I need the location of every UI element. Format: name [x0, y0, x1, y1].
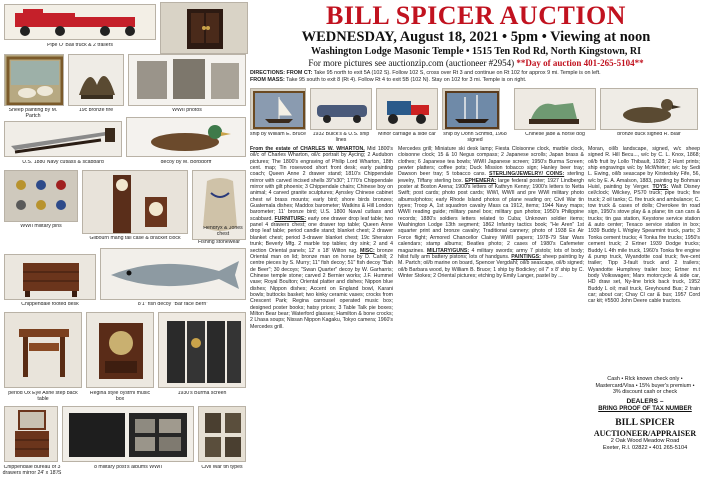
paintings-continued: Moran, oil/b landscape, signed, w/c sheep signed R. Hill Becu..., w/c by C. L. Knox, 1868; oil/b fruit by Lollo Thibault, 1928; 2 Hunt prints; ship engravings w/c by McWhirter; w/c by Sedi L. Ewing, oil/b seascape by Kirstedsky Fife, 56, w/c by E. A. Amalson, 1883, painting by Bohman Huixl, painting by Verger.: [588, 146, 700, 191]
photo-tin-types[interactable]: [198, 406, 246, 462]
sterling-text: sterling jewelry, Tiffany sterling box.: [398, 171, 584, 184]
photo-caption: Pipe O' Ball truck & 2 trailers: [47, 43, 113, 48]
photo-military-pins[interactable]: [4, 170, 78, 222]
directions-mass-label: FROM MASS:: [250, 77, 285, 83]
photo-caption: Sheep painting by M. Partch: [8, 108, 58, 119]
auctioneer-title: AUCTIONEER/APPRAISER: [593, 428, 697, 438]
dealers-line: DEALERS –: [626, 397, 664, 405]
photo-caption: WWII military pins: [20, 224, 62, 229]
photo-footed-desk[interactable]: [4, 254, 96, 300]
photo-caption: ship by William E. Bruce: [250, 132, 306, 137]
military-label: MILITARY/GUNS:: [426, 247, 470, 254]
estate-text: Mid 1800's oil/c of Charles Wharton, oil/c portrait by Aycing; 2 Audubon pictures; The 1800's engraving of Philip Lord Wharton, 18th cent. map; Tin rosewood short front desk; early painting coach; Queen Anne 2 drawer stand; 1810's Chippendale mirror with carved incised shells 39"x30"; 1770's Chippendale mirror with gilt phoenix; 3 Chippendale chairs; Chinese boy on animal; 4 carved granite sculptures; Aynsley Chinese cabinet chest w/ brass mounts; early bird; shore birds bronzes; Guatemala dishes; Maddox barometer; Watkins & Hill London barometer; 11' bronze bird; U.S. 1800 Naval cutlass and scabbard.: [250, 146, 393, 222]
more-pictures-line: [250, 58, 702, 68]
photo-tall-case-clock[interactable]: [82, 170, 188, 234]
photo-jade-horse[interactable]: [514, 88, 596, 130]
photo-ship-schmid[interactable]: [442, 88, 500, 130]
photo-caption: 8'1" fish decoy "Bar face Berri": [137, 302, 209, 307]
furniture-text: early one drawer drop leaf table; two panel 4 drawers chest; one drawer top table; Queen Anne drop leaf table; period candle stand; blanket chest; 2 drawer blanket chest; period 3-drawer blanket chest; 19c Sheraton trunk; Beverly Mfg. 2 marble top tables; dry sink; 2 and 4 section Oriental panels; 12' x 18' Wilton rug.: [250, 215, 393, 254]
photo-decoy[interactable]: [126, 117, 246, 157]
estate-heading: From the estate of CHARLES W. WHARTON,: [250, 146, 365, 152]
photo-caption: Chippendale bureau of 3 drawers mirror 24' x 18'/S: [2, 465, 62, 476]
directions-ct: [250, 70, 700, 76]
misc-label: MISC:: [360, 247, 375, 254]
military-text: 4 military swords; army 7 pistols; lots of body; hilist fully arm battery pistons; lots of handguns.: [398, 247, 584, 260]
photo-ship-bruce[interactable]: [250, 88, 306, 130]
ephemera-text: large federal poster; 1927 Lindbergh poster at Boston Arena; 1900's letters of Kathryn Kenny; 1900's letters to Netta Swift; post cards; photo post cards; WWI, WWII and pre WWI military photo albums/photos; early Rhode Island photos of plane reading on; Civil War tin types; Troop A, 1st squadron cavalry Mass ca 1912, items; 1944 Navy maps; WWII reading guide; military panel box; military gun photos; 1950's Philippine records; 1880's soldiers letters related to Cuba; Unknown soldier items; Washington Lodge 13th segment; 1862 Infantry tactics book; "He Aren" 1st squarter print and bronze cavalry; Traditional cannery; photo of 1938 Ex Air Force flight; Armored Chancellor Clairey WWII papers; 1978-79 Star Wars calendars; stamp albums; Beatles photo; 2 cases of 1980's Cafemeter magazines.: [398, 177, 584, 254]
auction-venue: Washington Lodge Masonic Temple • 1515 Ten Rod Rd, North Kingstown, RI: [311, 46, 641, 57]
photo-caption: Gilbourn mahg tall case & bracket clock: [89, 236, 181, 241]
photo-caption: 1932 Buick's & U.S. ship lines: [312, 132, 370, 143]
photo-caption: Fishing stonewear: [197, 240, 241, 245]
terms-line-3: 3% discount cash or check: [612, 389, 678, 395]
terms-line-2: Mastercard/Visa • 15% buyer's premium •: [595, 382, 695, 389]
terms-and-contact: [588, 376, 702, 452]
paintings-text: sheep painting by M. Partch; oil/b marine on board, Spencer Vergdahl; oil/b seascape, oil/b signed; oil/b Barbara wood, by William B. Bruce; 1 ship by Bodicley; oil 7' x 8' ship by C. Winter Stokes; 2 Oriental pictures; etching by Emily Langer, pastel by ...: [398, 253, 584, 279]
directions-mass: [250, 77, 700, 83]
paintings-label: PAINTINGS:: [511, 253, 541, 260]
sterling-label: STERLING/JEWELRY/ COINS:: [489, 171, 565, 178]
mid-text: Mercedes grill; Miniature ski desk lamp; Fiesta Cloisonne clock, marble clock, cloisonne clock; 15 & 10 Negus compass; 2 Japanese scrolls; Japan brass & clothes; 6 Japanese tea bowls; WWII Japanese screen; 1950's Burma Screen; pewter platters; coffee pots; Duck Mission tobacco sign; Hanley beer tray; Dawson beer tray; 5 tobacco cans.: [398, 146, 584, 178]
directions-mass-text: Take 95 south to exit 8 (Rt 4). Follow Rt 4 to exit 5B (102 N). Stay on 102 for 3 mi. Temple is on right.: [286, 77, 527, 83]
photo-bronze-duck[interactable]: [600, 88, 698, 130]
auctioneer-name: BILL SPICER: [615, 417, 675, 428]
toys-text: Walt Disney cel/clock; Wilckey, PS70 truck; pipe truck; fire truck; 2 oil tanks; C. fire truck and ambulance; C. tow truck & cases of dolls; Cherokee tin road sign, 1950's stove play & a plane; tin can cars & trucks; tin gas station, Keystone service station & auto center; Texaco service station in box; 1939 Buddy L Wrigley Spearmint truck, parts; 3 Tonka cement trucks; 4 Tonka fire trucks; 1950's cement truck; 2 Ertner 1939 Dodge trucks; Buddy L 4th mile truck, 1960's Tonka fire engine & pump truck, Wyandotte coal truck; five-cent trailer; Tipp 3-fault truck and 2 trailers; Wyandotte Humphrey trailer box; Ertner m.t body Volkswagen; Marx motorcycle & side car, HD draw set, Ny-line brick back truck, 1952 Buddy L oil; mail truck, Greyhound Bus; 2 train car; about car; Chay Cl car & bus; 1957 Cord car kit; #5500 John Deere cable tractors.: [588, 184, 700, 305]
photo-toy-truck[interactable]: [4, 4, 156, 40]
photo-buicks[interactable]: [310, 88, 372, 130]
photo-caption: decoy by M. Borbdorff: [160, 160, 212, 165]
directions-ct-text: Take 95 north to exit 5A (102 S). Follow 102 S, cross over Rt 3 and continue on Rt 102 for approx 9 mi. Temple is on left.: [313, 70, 601, 76]
photo-caption: 1930's Burma screen: [177, 391, 227, 396]
day-of-phone: **Day of auction 401-265-5104**: [516, 58, 644, 68]
photo-caption: 19c bronze fire: [78, 108, 114, 113]
photo-caption: WWII photos: [172, 108, 202, 113]
photo-bureau[interactable]: [4, 406, 58, 462]
terms-line-1: Cash • Rlck known check only •: [607, 376, 683, 382]
text-column-1: [250, 146, 393, 484]
photo-albums[interactable]: [62, 406, 194, 462]
photo-caption: bronze duck signed R. Blair: [617, 132, 681, 137]
auctioneer-phone[interactable]: Exeter, R.I. 02822 • 401 265-5104: [602, 444, 688, 451]
photo-cutlass[interactable]: [4, 121, 122, 157]
photo-caption: Regina style oystrhl music box: [89, 391, 151, 402]
photo-caption: Minor carriage & side car: [378, 132, 436, 137]
photo-burma-screen[interactable]: [158, 312, 246, 388]
photo-music-box[interactable]: [86, 312, 154, 388]
photo-fish-decoy[interactable]: [100, 248, 246, 300]
misc-text: bronze Oriental man on lid; bronze man on horse by D. Cahill; 2 centre pieces by S. Murry; 11" fish decoy; 51" fish decoy "Bah de Beer"; 30 decoys; "Swan Quarter" decoy by W. Garharris; Chinese temple stone; carved 2 Bernier works; J.F. Hummel vase; Royal Boulton; Oriental platter and dishes; Nippon blue dishes; Nippon dishes; Accent on England bowl, Karani bowls; buttocks basket; two kinky ceramic vases; crocks from Crescent Park; Regina carrousel operated music box; designed poster books; hatsy prices; 3 Table Talk pie boxes; Milton Bear bear; Waterford glasses; Hamilton & bone crocks; 2 Lhasa soups; Nissan Nippon Kagaku, Tokyo camera; 1960's Mercedes grill.: [250, 247, 393, 330]
photo-caption: ship by Donn Schmid, 1968 signed: [443, 132, 507, 143]
auctionzip-link[interactable]: For more pictures see auctionzip.com (auctioneer #2954): [308, 58, 515, 68]
toys-label: TOYS:: [652, 184, 669, 191]
furniture-label: FURNITURE:: [274, 215, 307, 222]
text-column-3: [588, 146, 700, 374]
photo-caption: period Ox Eye Ashe step back table: [8, 391, 78, 402]
photo-caption: Civil War tin types: [201, 465, 243, 470]
text-column-2: [398, 146, 584, 484]
auctioneer-address: 2 Oak Wood Meadow Road: [610, 437, 680, 444]
auction-date-line: WEDNESDAY, August 18, 2021 • 5pm • Viewing at noon: [301, 29, 651, 45]
photo-bronze-fire[interactable]: [68, 54, 124, 106]
photo-caption: Chippendale footed desk: [21, 302, 79, 307]
photo-sheep-painting[interactable]: [4, 54, 64, 106]
photo-wwii-photos[interactable]: [128, 54, 246, 106]
ephemera-label: EPHEMERA:: [464, 177, 497, 184]
directions-ct-label: DIRECTIONS: FROM CT:: [250, 70, 313, 76]
photo-caption: Chinese jade & horse dog: [525, 132, 585, 137]
photo-caption: U.S. 1880 Navy cutlass & scabbard: [22, 160, 104, 165]
photo-carriage[interactable]: [376, 88, 438, 130]
photo-caption: Hendryx & Jones chest: [203, 226, 243, 237]
auction-title: BILL SPICER AUCTION: [326, 1, 626, 30]
photo-step-back-table[interactable]: [4, 312, 82, 388]
tax-number-line: BRING PROOF OF TAX NUMBER: [598, 405, 692, 412]
photo-chinese-chest[interactable]: [160, 2, 248, 54]
photo-caption: 8 military post's albums WWII: [94, 465, 162, 470]
